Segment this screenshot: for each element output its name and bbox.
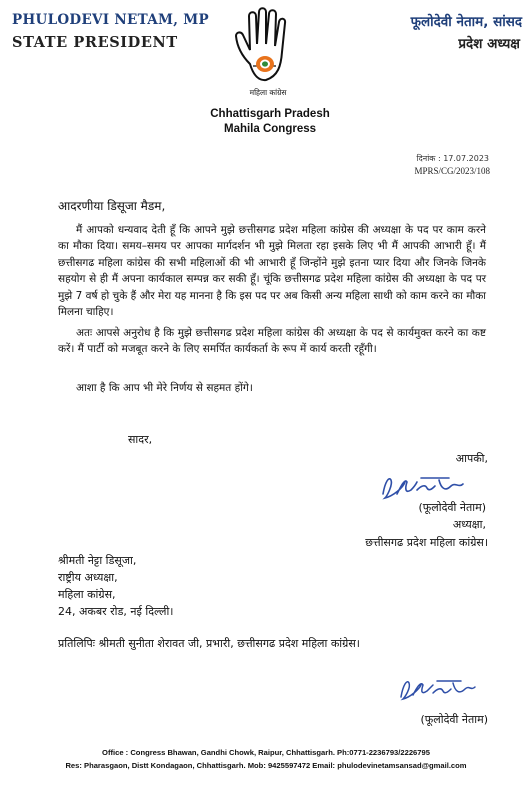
signature-image-2 — [393, 673, 478, 707]
addressee-organisation: महिला कांग्रेस, — [58, 588, 116, 601]
copy-signatory-name: (फूलोदेवी नेताम) — [420, 713, 488, 726]
reference-number: MPRS/CG/2023/108 — [414, 166, 490, 176]
closing-regards: सादर, — [128, 433, 153, 446]
sender-title-english: STATE PRESIDENT — [12, 34, 178, 51]
paragraph-hope: आशा है कि आप भी मेरे निर्णय से सहमत होंगे। — [76, 382, 253, 394]
signatory-organisation: छत्तीसगढ प्रदेश महिला कांग्रेस। — [365, 536, 488, 549]
sender-name-english: PHULODEVI NETAM, MP — [12, 12, 209, 28]
copy-to: प्रतिलिपिः श्रीमती सुनीता शेरावत जी, प्रभारी, छत्तीसगढ प्रदेश महिला कांग्रेस। — [58, 637, 360, 650]
hand-icon — [228, 6, 308, 100]
signatory-name: (फूलोदेवी नेताम) — [418, 501, 486, 514]
paragraph-request: अतः आपसे अनुरोध है कि मुझे छत्तीसगढ प्रदेश महिला कांग्रेस की अध्यक्षा के पद से कार्यमुक्त करने का कष्ट करें। मैं पार्टी को मजबूत करने के लिए समर्पित कार्यकर्ता के रूप में कार्य करती रहूँगी। — [58, 327, 486, 356]
logo-caption: महिला कांग्रेस — [249, 88, 287, 97]
organisation-name-line1: Chhattisgarh Pradesh — [210, 108, 330, 120]
letter-date: दिनांक : 17.07.2023 — [416, 154, 489, 163]
signatory-designation: अध्यक्षा, — [452, 518, 486, 531]
footer-residence-address: Res: Pharasgaon, Distt Kondagaon, Chhattisgarh. Mob: 9425597472 Email: phulodevinetamsansad@gmail.com — [65, 761, 467, 770]
closing-yours: आपकी, — [455, 452, 488, 465]
organisation-name-line2: Mahila Congress — [223, 123, 317, 135]
footer-office-address: Office : Congress Bhawan, Gandhi Chowk, Raipur, Chhattisgarh. Ph:0771-2236793/2226795 — [102, 748, 430, 757]
addressee-name: श्रीमती नेट्टा डिसूजा, — [58, 554, 137, 567]
salutation: आदरणीया डिसूजा मैडम, — [58, 199, 166, 213]
sender-title-hindi: प्रदेश अध्यक्ष — [458, 36, 520, 52]
addressee-designation: राष्ट्रीय अध्यक्षा, — [58, 571, 118, 584]
congress-hand-logo — [228, 6, 308, 100]
addressee-address: 24, अकबर रोड, नई दिल्ली। — [58, 605, 174, 618]
paragraph-gratitude: मैं आपको धन्यवाद देती हूँ कि आपने मुझे छत्तीसगढ प्रदेश महिला कांग्रेस की अध्यक्षा के पद पर काम करने का मौका दिया। समय–समय पर आपका मार्गदर्शन भी मुझे मिलता रहा इसके लिए भी मैं आपकी आभारी हूँ। मैं छत्तीसगढ महिला कांग्रेस की सभी महिलाओं की भी आभारी हूँ जिन्होंने मुझे इतना प्यार दिया और जिनके जिनके सहयोग से ही मैं अपना कार्यकाल सम्पन्न कर सकी हूँ। चूंकि छत्तीसगढ प्रदेश महिला कांग्रेस की अध्यक्षा के पद पर मुझे 7 वर्ष हो चुके हैं और मेरा यह मानना है कि इस पद पर अब किसी अन्य महिला साथी को काम करने का मौका मिलना चाहिए। — [58, 224, 486, 319]
sender-name-hindi: फूलोदेवी नेताम, सांसद — [410, 14, 522, 30]
